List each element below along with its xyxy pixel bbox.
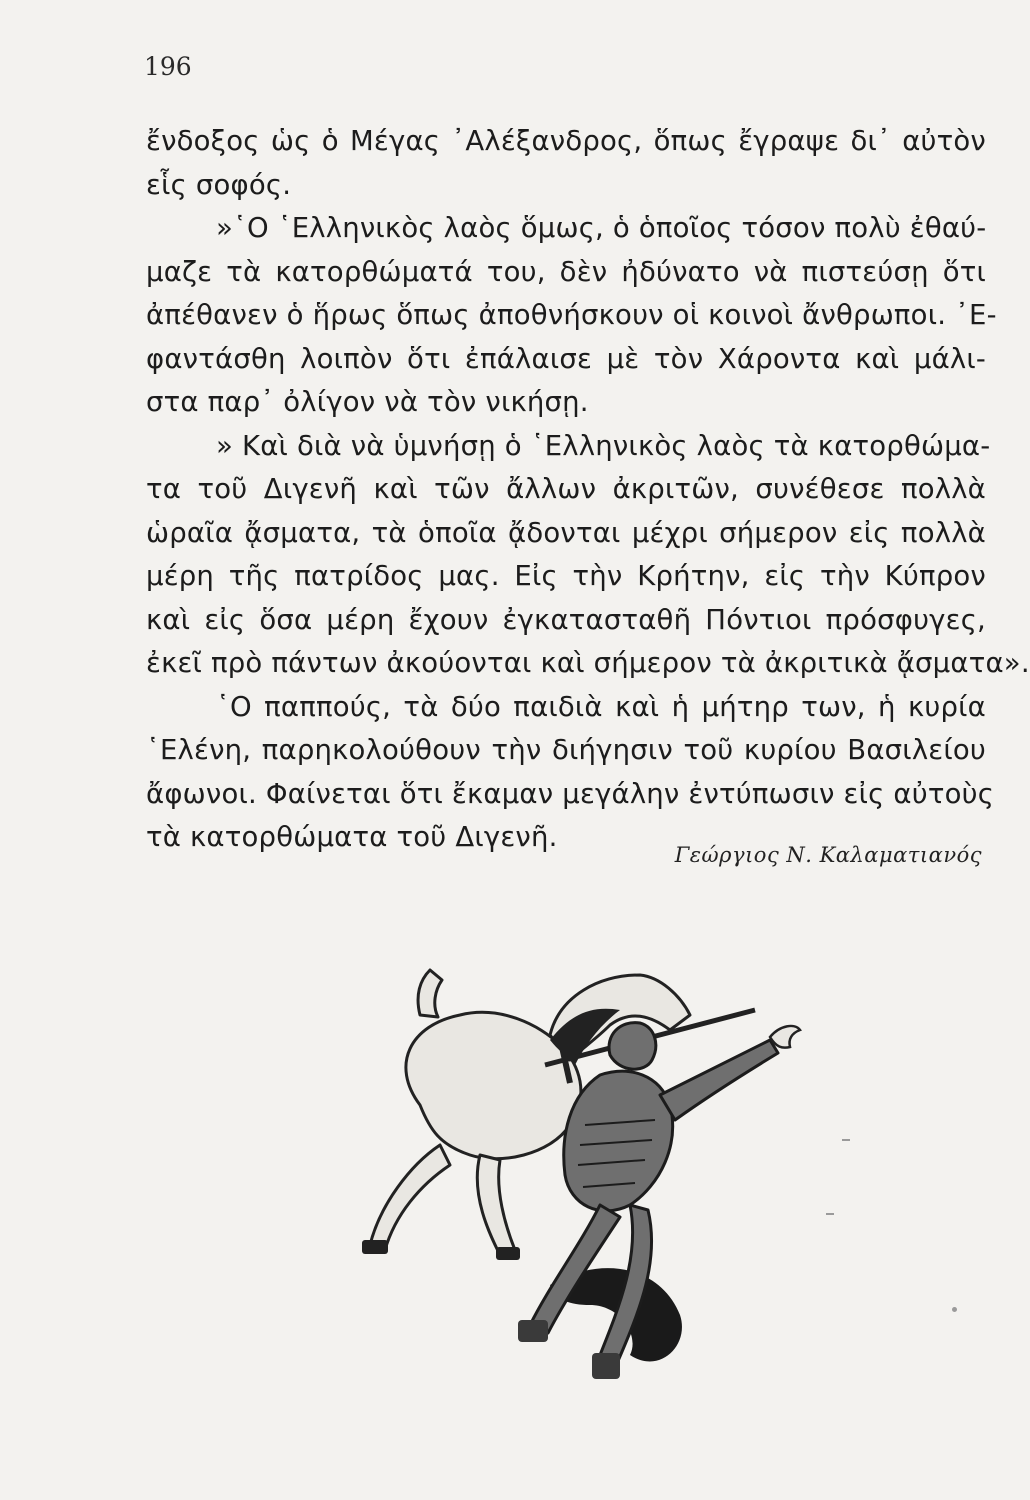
body-text xyxy=(146,120,1030,860)
text-line: ῾Ελένη, παρηκολούθουν τὴν διήγησιν τοῦ κυρίου Βασιλείου xyxy=(146,734,986,766)
text-line: ἐκεῖ πρὸ πάντων ἀκούονται καὶ σήμερον τὰ ἀκριτικὰ ᾄσματα». xyxy=(146,647,1030,679)
text-line: »῾Ο ῾Ελληνικὸς λαὸς ὅμως, ὁ ὁποῖος τόσον πολὺ ἐθαύ- xyxy=(216,212,987,244)
text-line: ἄφωνοι. Φαίνεται ὅτι ἔκαμαν μεγάλην ἐντύπωσιν εἰς αὐτοὺς xyxy=(146,777,995,810)
text-line: τα τοῦ Διγενῆ καὶ τῶν ἄλλων ἀκριτῶν, συνέθεσε πολλὰ xyxy=(146,473,986,505)
print-speck xyxy=(952,1307,957,1312)
text-line: ὡραῖα ᾄσματα, τὰ ὁποῖα ᾄδονται μέχρι σήμερον εἰς πολλὰ xyxy=(146,516,986,549)
text-line: φαντάσθη λοιπὸν ὅτι ἐπάλαισε μὲ τὸν Χάροντα καὶ μάλι- xyxy=(146,342,986,375)
text-line: » Καὶ διὰ νὰ ὑμνήσῃ ὁ ῾Ελληνικὸς λαὸς τὰ κατορθώμα- xyxy=(216,429,991,462)
text-line: τὰ κατορθώματα τοῦ Διγενῆ. xyxy=(146,821,558,853)
text-line: ἔνδοξος ὡς ὁ Μέγας ᾿Αλέξανδρος, ὅπως ἔγραψε δι᾿ αὐτὸν xyxy=(146,125,986,157)
print-speck xyxy=(826,1213,834,1215)
text-line: μαζε τὰ κατορθώματά του, δὲν ἠδύνατο νὰ πιστεύσῃ ὅτι xyxy=(146,255,986,288)
author-signature: Γεώργιος Ν. Καλαματιανός xyxy=(674,843,982,867)
text-line: εἷς σοφός. xyxy=(146,168,292,201)
page-number: 196 xyxy=(144,52,192,81)
text-line: καὶ εἰς ὅσα μέρη ἔχουν ἐγκατασταθῆ Πόντιοι πρόσφυγες, xyxy=(146,603,986,636)
print-speck xyxy=(842,1139,850,1141)
text-line: ἀπέθανεν ὁ ἥρως ὅπως ἀποθνήσκουν οἱ κοινοὶ ἄνθρωποι. ᾿Ε- xyxy=(146,299,997,331)
digenis-akritas-horseman-illustration xyxy=(300,955,820,1415)
text-line: μέρη τῆς πατρίδος μας. Εἰς τὴν Κρήτην, εἰς τὴν Κύπρον xyxy=(146,560,986,592)
text-line: ῾Ο παππούς, τὰ δύο παιδιὰ καὶ ἡ μήτηρ των, ἡ κυρία xyxy=(216,690,986,723)
text-line: στα παρ᾿ ὀλίγον νὰ τὸν νικήσῃ. xyxy=(146,386,589,418)
